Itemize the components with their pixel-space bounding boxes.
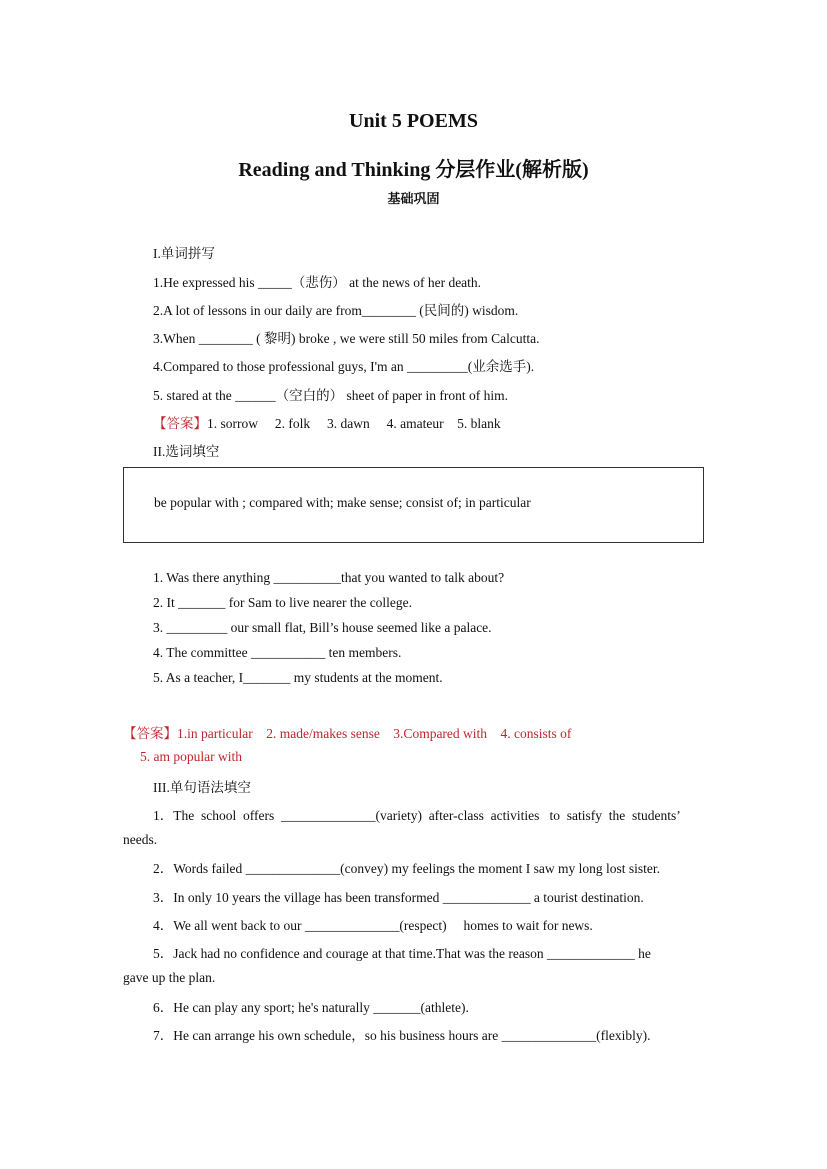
- section2-item-1: 1. Was there anything __________that you wanted to talk about?: [153, 570, 505, 585]
- section2-item-3: 3. _________ our small flat, Bill’s house seemed like a palace.: [153, 620, 492, 635]
- section1-item-2: 2.A lot of lessons in our daily are from________ (民间的) wisdom.: [153, 303, 519, 318]
- doc-subtitle: Reading and Thinking 分层作业(解析版): [238, 159, 589, 181]
- section2-item-2: 2. It _______ for Sam to live nearer the college.: [153, 595, 413, 610]
- doc-title: Unit 5 POEMS: [349, 110, 478, 132]
- word-bank-text: be popular with ; compared with; make sense; consist of; in particular: [154, 495, 531, 510]
- section1-item-1: 1.He expressed his _____（悲伤） at the news of her death.: [153, 275, 482, 290]
- answer-label: 【答案】: [153, 416, 207, 431]
- section3-heading: III.单句语法填空: [153, 780, 251, 795]
- answer-label: 【答案】: [123, 726, 177, 741]
- section3-item-6: 6．He can play any sport; he's naturally _______(athlete).: [153, 1000, 469, 1015]
- section1-item-4: 4.Compared to those professional guys, I'm an _________(业余选手).: [153, 359, 535, 374]
- level-label: 基础巩固: [387, 191, 440, 206]
- section3-item-1-cont: needs.: [123, 832, 158, 847]
- section3-item-4: 4．We all went back to our ______________(respect) homes to wait for news.: [153, 918, 593, 933]
- section1-item-3: 3.When ________ ( 黎明) broke , we were still 50 miles from Calcutta.: [153, 331, 540, 346]
- section3-item-5-cont: gave up the plan.: [123, 970, 216, 985]
- section3-item-7: 7．He can arrange his own schedule，so his business hours are ______________(flexibly).: [153, 1028, 651, 1043]
- section2-item-4: 4. The committee ___________ ten members.: [153, 645, 402, 660]
- section3-item-1: 1．The school offers ______________(variety) after-class activities to satisfy the students’: [153, 808, 681, 823]
- section1-answer: [153, 412, 501, 432]
- word-bank-box: [123, 467, 704, 543]
- section3-item-3: 3．In only 10 years the village has been transformed _____________ a tourist destination.: [153, 890, 644, 905]
- section2-heading: II.选词填空: [153, 444, 220, 459]
- answer-text: 1. sorrow 2. folk 3. dawn 4. amateur 5. blank: [207, 416, 501, 431]
- section1-heading: I.单词拼写: [153, 246, 215, 261]
- section2-answer-cont: 5. am popular with: [140, 749, 242, 764]
- section1-item-5: 5. stared at the ______（空白的） sheet of paper in front of him.: [153, 388, 509, 403]
- section2-item-5: 5. As a teacher, I_______ my students at the moment.: [153, 670, 443, 685]
- answer-text: 1.in particular 2. made/makes sense 3.Compared with 4. consists of: [177, 726, 572, 741]
- section3-item-2: 2．Words failed ______________(convey) my feelings the moment I saw my long lost sister.: [153, 861, 660, 876]
- section3-item-5: 5．Jack had no confidence and courage at that time.That was the reason _____________ he: [153, 946, 651, 961]
- section2-answer: [123, 722, 571, 742]
